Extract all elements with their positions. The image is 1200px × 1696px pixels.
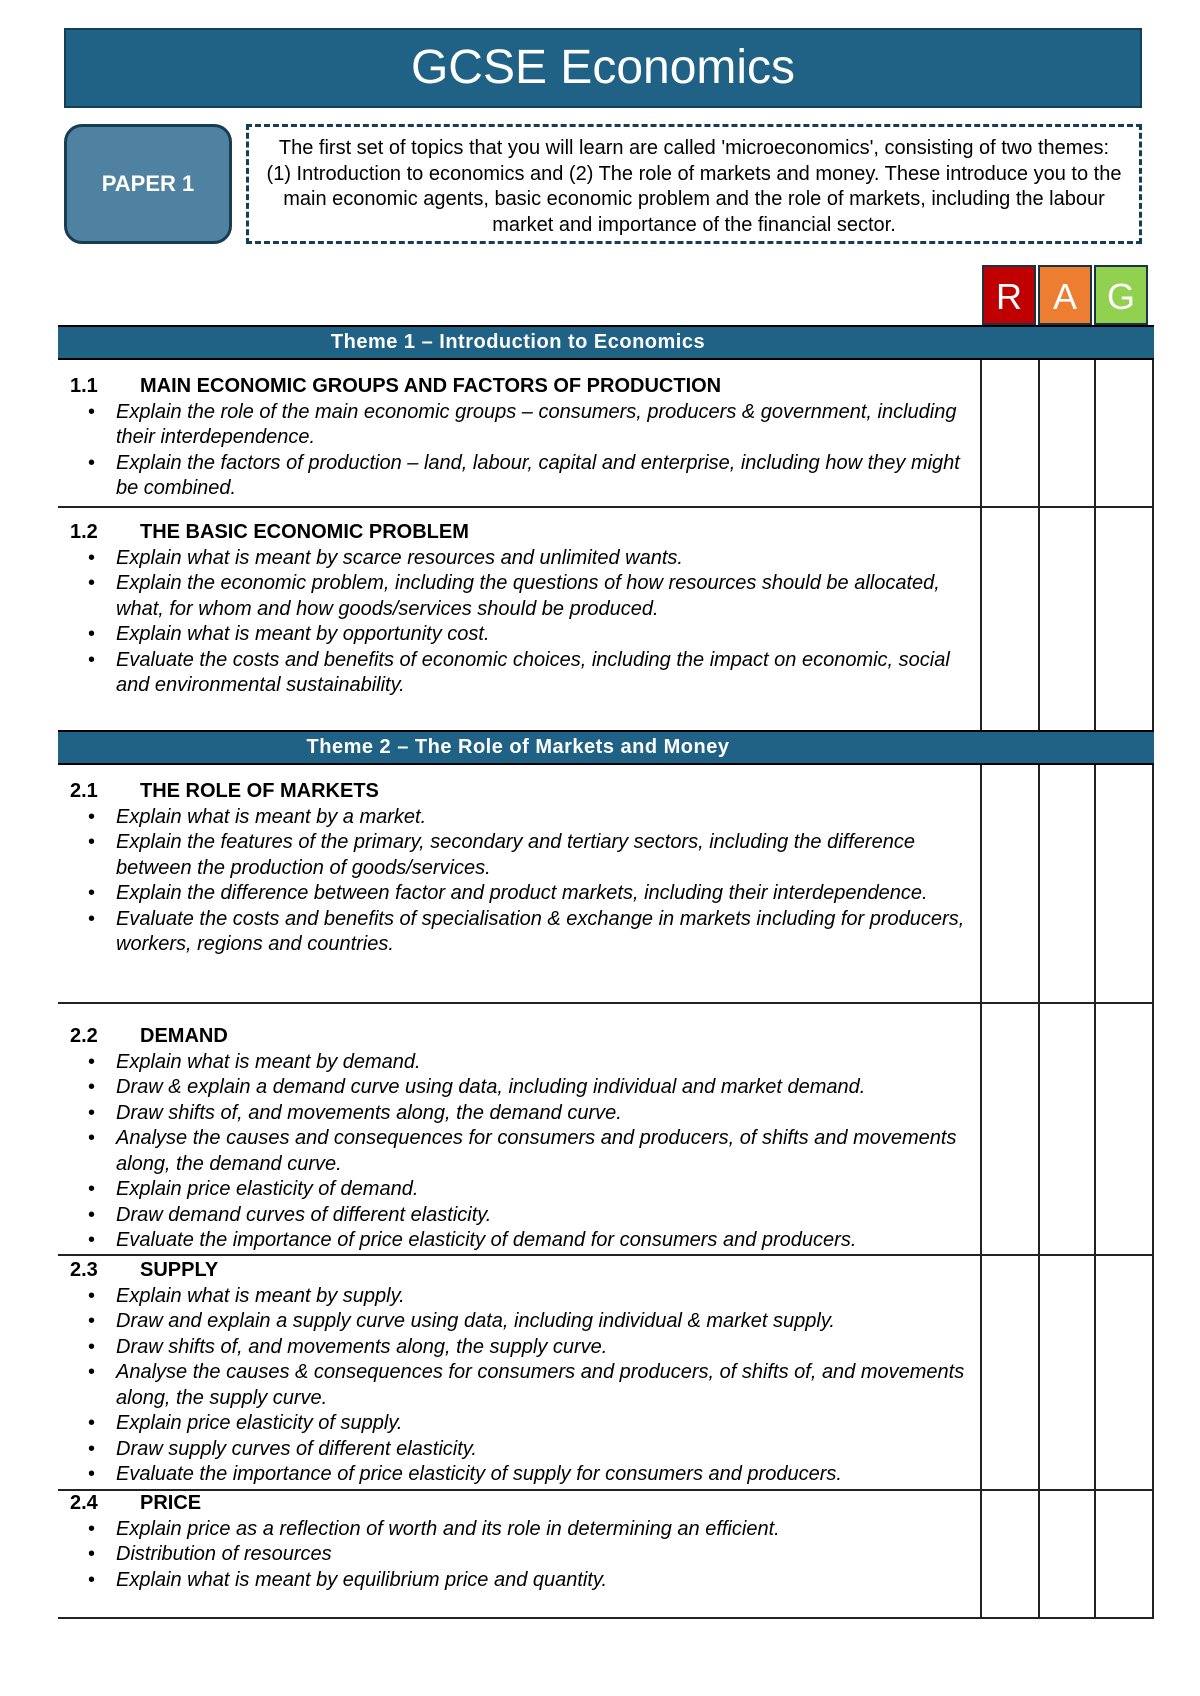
topic-bullet: • Draw demand curves of different elasticity. (70, 1203, 970, 1229)
topic-bullet: • Explain the factors of production – land, labour, capital and enterprise, including how they might be combined. (70, 451, 970, 502)
theme-header-1: Theme 1 – Introduction to Economics (58, 325, 1154, 360)
topic-bullet: • Explain price elasticity of supply. (70, 1411, 970, 1437)
rag-col-divider (980, 765, 982, 1618)
topic-bullet: • Evaluate the importance of price elasticity of demand for consumers and producers. (70, 1228, 970, 1254)
rag-col-divider (1094, 360, 1096, 730)
row-divider (58, 506, 1154, 508)
topic-bullet: • Draw and explain a supply curve using data, including individual & market supply. (70, 1309, 970, 1335)
topic-bullet: • Explain the features of the primary, secondary and tertiary sectors, including the difference between the production of goods/services. (70, 830, 970, 881)
topic-bullet: • Draw shifts of, and movements along, the demand curve. (70, 1101, 970, 1127)
rag-col-divider (1152, 360, 1154, 730)
topic-bullet: • Explain the economic problem, including the questions of how resources should be allocated, what, for whom and how goods/services should be produced. (70, 571, 970, 622)
topic-bullet: • Analyse the causes & consequences for consumers and producers, of shifts of, and movements along, the supply curve. (70, 1360, 970, 1411)
topic-bullet: • Evaluate the costs and benefits of economic choices, including the impact on economic, social and environmental sustainability. (70, 648, 970, 699)
rag-col-divider (980, 360, 982, 730)
topic-bullet: • Evaluate the costs and benefits of specialisation & exchange in markets including for producers, workers, regions and countries. (70, 907, 970, 958)
table-bottom-border (58, 1617, 1154, 1619)
row-divider (58, 1489, 1154, 1491)
topic-bullet: • Draw & explain a demand curve using data, including individual and market demand. (70, 1075, 970, 1101)
rag-amber-header: A (1038, 265, 1092, 325)
topic-bullet: • Explain the role of the main economic groups – consumers, producers & government, including their interdependence. (70, 400, 970, 451)
rag-green-header: G (1094, 265, 1148, 325)
topic-row: 2.1 THE ROLE OF MARKETS • Explain what is meant by a market. • Explain the features of the primary, secondary and tertiary sectors, including the difference between the production of goods/services. • Explain the difference between factor and product markets, including their interdependence. • Evaluate the costs and benefits of specialisation & exchange in markets including for producers, workers, regions and countries. (58, 765, 978, 1002)
paper-label: PAPER 1 (64, 124, 232, 244)
topic-bullet: • Explain what is meant by equilibrium price and quantity. (70, 1568, 970, 1594)
topic-bullet: • Draw shifts of, and movements along, the supply curve. (70, 1335, 970, 1361)
topic-bullet: • Explain what is meant by a market. (70, 805, 970, 831)
intro-text: The first set of topics that you will learn are called 'microeconomics', consisting of two themes: (1) Introduction to economics and (2) The role of markets and money. These introduce you to the main economic agents, basic economic problem and the role of markets, including the labour market and importance of the financial sector. (246, 124, 1142, 244)
topic-bullet: • Analyse the causes and consequences for consumers and producers, of shifts and movements along, the demand curve. (70, 1126, 970, 1177)
topic-bullet: • Explain price elasticity of demand. (70, 1177, 970, 1203)
topic-row: 1.1 MAIN ECONOMIC GROUPS AND FACTORS OF PRODUCTION • Explain the role of the main economic groups – consumers, producers & government, including their interdependence. • Explain the factors of production – land, labour, capital and enterprise, including how they might be combined. (58, 360, 978, 506)
rag-red-header: R (982, 265, 1036, 325)
rag-col-divider (1094, 765, 1096, 1618)
row-divider (58, 1002, 1154, 1004)
topic-row: 2.2 DEMAND • Explain what is meant by demand. • Draw & explain a demand curve using data, including individual and market demand. • Draw shifts of, and movements along, the demand curve. • Analyse the causes and consequences for consumers and producers, of shifts and movements along, the demand curve. • Explain price elasticity of demand. • Draw demand curves of different elasticity. • Evaluate the importance of price elasticity of demand for consumers and producers. (58, 1002, 978, 1254)
topic-bullet: • Explain what is meant by demand. (70, 1050, 970, 1076)
topic-bullet: • Distribution of resources (70, 1542, 970, 1568)
row-divider (58, 1254, 1154, 1256)
topic-bullet: • Explain price as a reflection of worth and its role in determining an efficient. (70, 1517, 970, 1543)
topic-row: 2.3 SUPPLY • Explain what is meant by supply. • Draw and explain a supply curve using data, including individual & market supply. • Draw shifts of, and movements along, the supply curve. • Analyse the causes & consequences for consumers and producers, of shifts of, and movements along, the supply curve. • Explain price elasticity of supply. • Draw supply curves of different elasticity. • Evaluate the importance of price elasticity of supply for consumers and producers. (58, 1254, 978, 1489)
topic-bullet: • Explain what is meant by opportunity cost. (70, 622, 970, 648)
topic-bullet: • Explain the difference between factor and product markets, including their interdependence. (70, 881, 970, 907)
rag-col-divider (1152, 765, 1154, 1618)
page-title: GCSE Economics (64, 28, 1142, 108)
topic-row: 1.2 THE BASIC ECONOMIC PROBLEM • Explain what is meant by scarce resources and unlimited wants. • Explain the economic problem, including the questions of how resources should be allocated, what, for whom and how goods/services should be produced. • Explain what is meant by opportunity cost. • Evaluate the costs and benefits of economic choices, including the impact on economic, social and environmental sustainability. (58, 506, 978, 722)
topic-bullet: • Explain what is meant by scarce resources and unlimited wants. (70, 546, 970, 572)
theme-header-2: Theme 2 – The Role of Markets and Money (58, 730, 1154, 765)
topic-bullet: • Evaluate the importance of price elasticity of supply for consumers and producers. (70, 1462, 970, 1488)
topic-bullet: • Draw supply curves of different elasticity. (70, 1437, 970, 1463)
rag-col-divider (1038, 360, 1040, 730)
topic-bullet: • Explain what is meant by supply. (70, 1284, 970, 1310)
topic-row: 2.4 PRICE • Explain price as a reflection of worth and its role in determining an efficient. • Distribution of resources • Explain what is meant by equilibrium price and quantity. (58, 1489, 978, 1603)
rag-col-divider (1038, 765, 1040, 1618)
